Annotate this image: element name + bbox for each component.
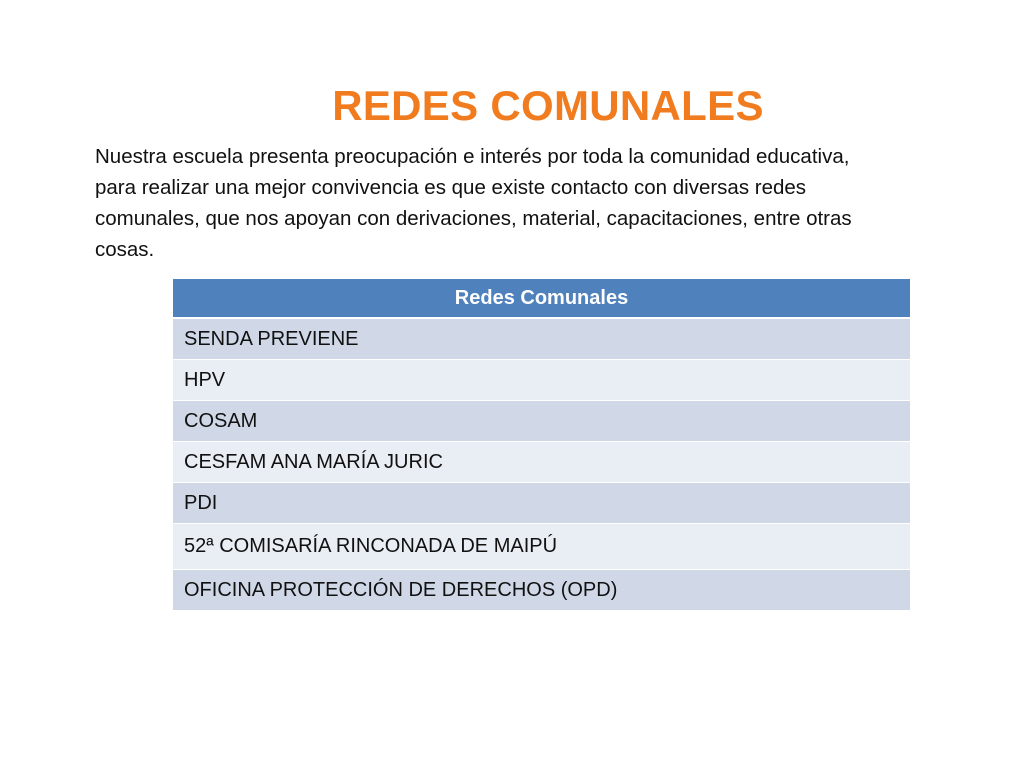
table-row: SENDA PREVIENE	[173, 319, 910, 360]
table-row: HPV	[173, 360, 910, 401]
networks-table	[173, 279, 910, 611]
table-header: Redes Comunales	[173, 279, 910, 319]
table-row: COSAM	[173, 401, 910, 442]
slide-title: REDES COMUNALES	[332, 82, 764, 129]
table-row: OFICINA PROTECCIÓN DE DERECHOS (OPD)	[173, 570, 910, 611]
intro-paragraph: Nuestra escuela presenta preocupación e interés por toda la comunidad educativa, para realizar una mejor convivencia es que existe contacto con diversas redes comunales, que nos apoyan con derivaciones, material, capacitaciones, entre otras cosas.	[95, 145, 852, 261]
table-row: CESFAM ANA MARÍA JURIC	[173, 442, 910, 483]
table-row: 52ª COMISARÍA RINCONADA DE MAIPÚ	[173, 524, 910, 570]
table-row: PDI	[173, 483, 910, 524]
